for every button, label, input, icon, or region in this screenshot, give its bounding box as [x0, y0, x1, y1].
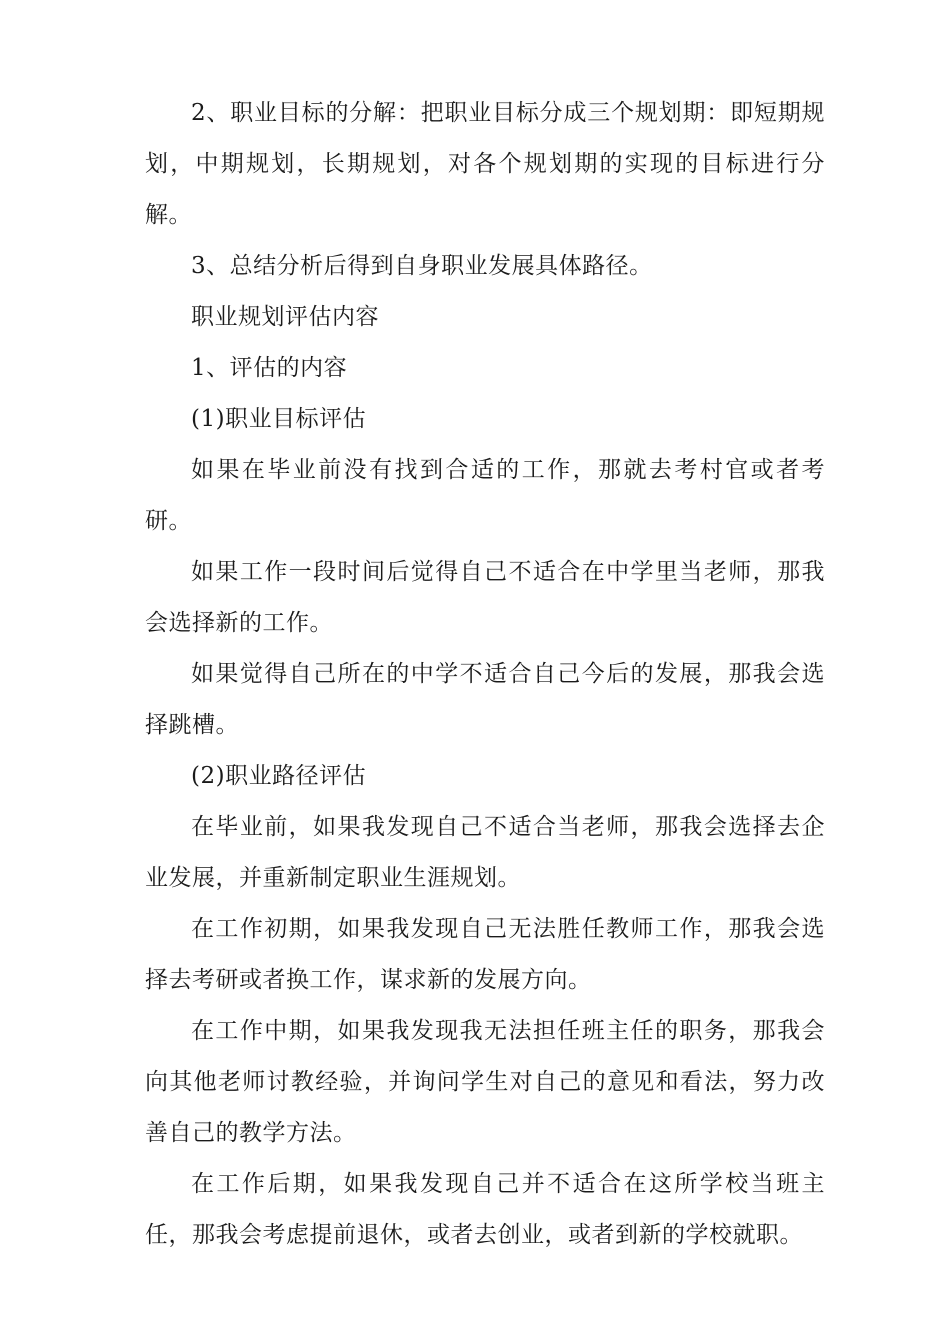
subheading-evaluation-content: 1、评估的内容	[191, 355, 348, 381]
paragraph-path-before-graduation: 在毕业前，如果我发现自己不适合当老师，那我会选择去企业发展，并重新制定职业生涯规划。	[145, 814, 825, 891]
paragraph-change-job: 如果工作一段时间后觉得自己不适合在中学里当老师，那我会选择新的工作。	[145, 559, 825, 636]
paragraph-goal-breakdown: 2、职业目标的分解：把职业目标分成三个规划期：即短期规划，中期规划，长期规划，对各个规划期的实现的目标进行分解。	[145, 100, 825, 228]
subheading-goal-evaluation: (1)职业目标评估	[191, 406, 367, 432]
paragraph-path-mid-career: 在工作中期，如果我发现我无法担任班主任的职务，那我会向其他老师讨教经验，并询问学生对自己的意见和看法，努力改善自己的教学方法。	[145, 1018, 825, 1146]
paragraph-before-graduation: 如果在毕业前没有找到合适的工作，那就去考村官或者考研。	[145, 457, 825, 534]
paragraph-path-early-career: 在工作初期，如果我发现自己无法胜任教师工作，那我会选择去考研或者换工作，谋求新的发展方向。	[145, 916, 825, 993]
paragraph-path-late-career: 在工作后期，如果我发现自己并不适合在这所学校当班主任，那我会考虑提前退休，或者去创业，或者到新的学校就职。	[145, 1171, 825, 1248]
section-heading-evaluation: 职业规划评估内容	[191, 304, 379, 330]
subheading-path-evaluation: (2)职业路径评估	[191, 763, 367, 789]
paragraph-switch-school: 如果觉得自己所在的中学不适合自己今后的发展，那我会选择跳槽。	[145, 661, 825, 738]
paragraph-development-path: 3、总结分析后得到自身职业发展具体路径。	[191, 253, 653, 279]
document-body	[145, 88, 825, 1261]
